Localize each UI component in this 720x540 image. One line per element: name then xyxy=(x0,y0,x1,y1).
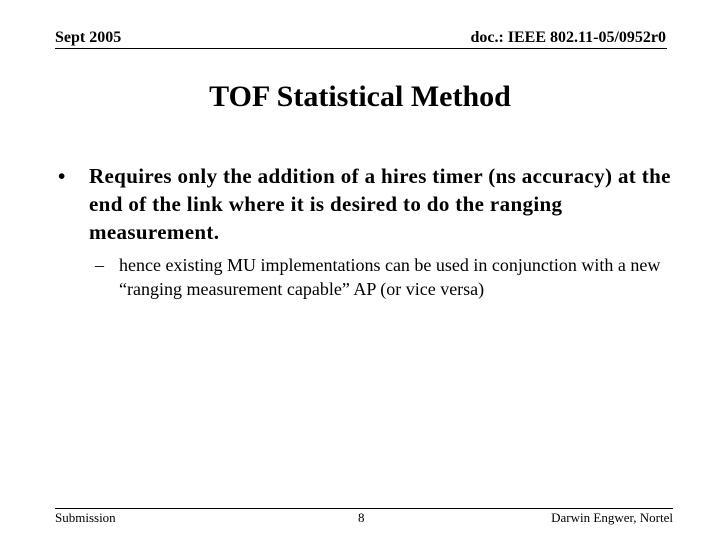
footer-submission: Submission xyxy=(55,510,116,525)
footer-page-number: 8 xyxy=(358,510,365,525)
sub-bullet-text: hence existing MU implementations can be used in conjunction with a new “ranging measurement capable” AP (or vice versa) xyxy=(119,255,661,299)
header-doc-id: doc.: IEEE 802.11-05/0952r0 xyxy=(470,29,666,46)
sub-bullet-marker: – xyxy=(95,255,104,275)
bullet-item xyxy=(58,162,688,246)
sub-bullet-item xyxy=(95,253,675,301)
header-divider xyxy=(55,48,667,49)
footer-author: Darwin Engwer, Nortel xyxy=(551,510,673,525)
footer-divider xyxy=(55,508,673,509)
bullet-text: Requires only the addition of a hires timer (ns accuracy) at the end of the link where it is desired to do the ranging measurement. xyxy=(89,164,671,244)
header-date: Sept 2005 xyxy=(55,29,122,46)
slide-title: TOF Statistical Method xyxy=(209,80,511,113)
bullet-marker: • xyxy=(58,164,66,188)
